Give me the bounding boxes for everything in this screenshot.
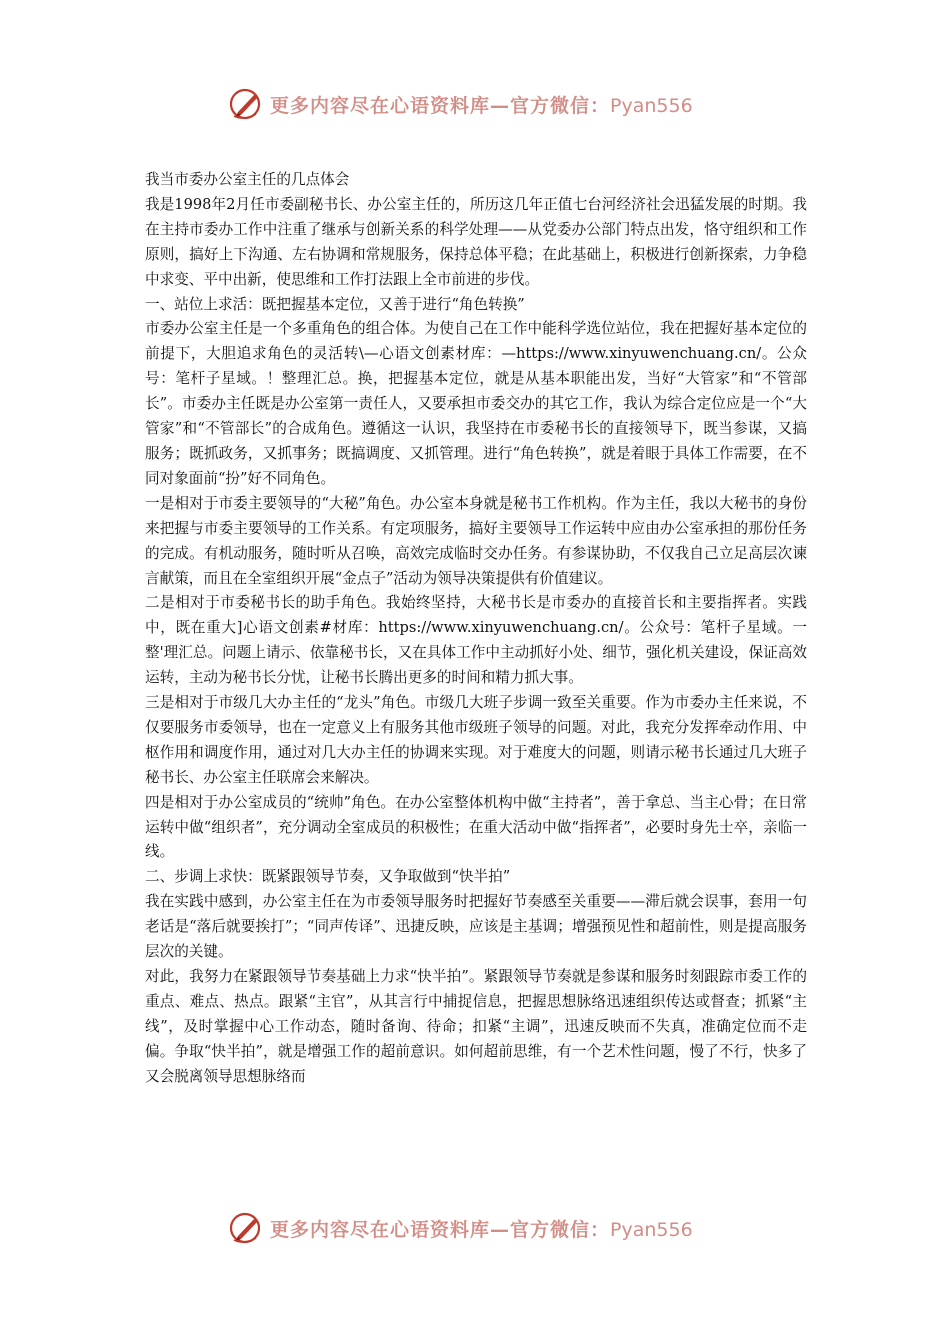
paragraph: 市委办公室主任是一个多重角色的组合体。为使自己在工作中能科学选位站位，我在把握好基本定位的前提下，大胆追求角色的灵活转\—心语文创素材库：—https://www.xinyuwenchuang.cn/。公众号：笔杆子星域。！整理汇总。换，把握基本定位，就是从基本职能出发，当好“大管家”和“不管部长”。市委办主任既是办公室第一责任人，又要承担市委交办的其它工作，我认为综合定位应是一个“大管家”和“不管部长”的合成角色。遵循这一认识，我坚持在市委秘书长的直接领导下，既当参谋，又搞服务；既抓政务，又抓事务；既搞调度、又抓管理。进行“角色转换”，就是着眼于具体工作需要，在不同对象面前“扮”好不同角色。 (145, 320, 807, 487)
paragraph: 二是相对于市委秘书长的助手角色。我始终坚持，大秘书长是市委办的直接首长和主要指挥者。实践中，既在重大]心语文创素#材库：https://www.xinyuwenchuang.cn/。公众号：笔杆子星域。一整'理汇总。问题上请示、依靠秘书长，又在具体工作中主动抓好小处、细节，强化机关建设，保证高效运转，主动为秘书长分忧，让秘书长腾出更多的时间和精力抓大事。 (145, 594, 807, 687)
section-heading: 一、站位上求活：既把握基本定位，又善于进行“角色转换” (145, 295, 525, 313)
paragraph: 我是1998年2月任市委副秘书长、办公室主任的，所历这几年正值七台河经济社会迅猛发展的时期。我在主持市委办工作中注重了继承与创新关系的科学处理——从党委办公部门特点出发，恪守组织和工作原则，搞好上下沟通、左右协调和常规服务，保持总体平稳；在此基础上，积极进行创新探索，力争稳中求变、平中出新，使思维和工作打法跟上全市前进的步伐。 (145, 195, 807, 288)
banner-text: 更多内容尽在心语资料库—官方微信：Pyan556 (270, 1218, 693, 1241)
article-title: 我当市委办公室主任的几点体会 (145, 171, 350, 188)
paragraph: 三是相对于市级几大办主任的“龙头”角色。市级几大班子步调一致至关重要。作为市委办主任来说，不仅要服务市委领导，也在一定意义上有服务其他市级班子领导的问题。对此，我充分发挥牵动作用、中枢作用和调度作用，通过对几大办主任的协调来实现。对于难度大的问题，则请示秘书长通过几大班子秘书长、办公室主任联席会来解决。 (145, 694, 807, 786)
section-heading: 二、步调上求快：既紧跟领导节奏，又争取做到“快半拍” (145, 868, 511, 886)
banner-account-id: Pyan556 (610, 94, 693, 117)
header-banner (228, 84, 748, 124)
paragraph: 对此，我努力在紧跟领导节奏基础上力求“快半拍”。紧跟领导节奏就是参谋和服务时刻跟踪市委工作的重点、难点、热点。跟紧“主官”，从其言行中捕捉信息，把握思想脉络迅速组织传达或督查；抓紧“主线”，及时掌握中心工作动态，随时备询、待命；扣紧“主调”，迅速反映而不失真，准确定位而不走偏。争取“快半拍”，就是增强工作的超前意识。如何超前思维，有一个艺术性问题，慢了不行，快多了又会脱离领导思想脉络而 (145, 968, 807, 1085)
paragraph: 一是相对于市委主要领导的“大秘”角色。办公室本身就是秘书工作机构。作为主任，我以大秘书的身份来把握与市委主要领导的工作关系。有定项服务，搞好主要领导工作运转中应由办公室承担的那份任务的完成。有机动服务，随时听从召唤，高效完成临时交办任务。有参谋协助，不仅我自己立足高层次谏言献策，而且在全室组织开展“金点子”活动为领导决策提供有价值建议。 (145, 494, 807, 587)
paragraph: 我在实践中感到，办公室主任在为市委领导服务时把握好节奏感至关重要——滞后就会误事，套用一句老话是“落后就要挨打”；“同声传译”、迅捷反映，应该是主基调；增强预见性和超前性，则是提高服务层次的关键。 (145, 893, 807, 961)
banner-text: 更多内容尽在心语资料库—官方微信：Pyan556 (270, 94, 693, 117)
pen-logo-icon (228, 86, 264, 122)
pen-logo-icon (228, 1210, 264, 1246)
banner-account-id: Pyan556 (610, 1218, 693, 1241)
paragraph: 四是相对于办公室成员的“统帅”角色。在办公室整体机构中做“主持者”，善于拿总、当主心骨；在日常运转中做“组织者”，充分调动全室成员的积极性；在重大活动中做“指挥者”，必要时身先士卒，亲临一线。 (145, 793, 807, 861)
footer-banner (228, 1208, 748, 1248)
article-body (145, 168, 807, 1090)
